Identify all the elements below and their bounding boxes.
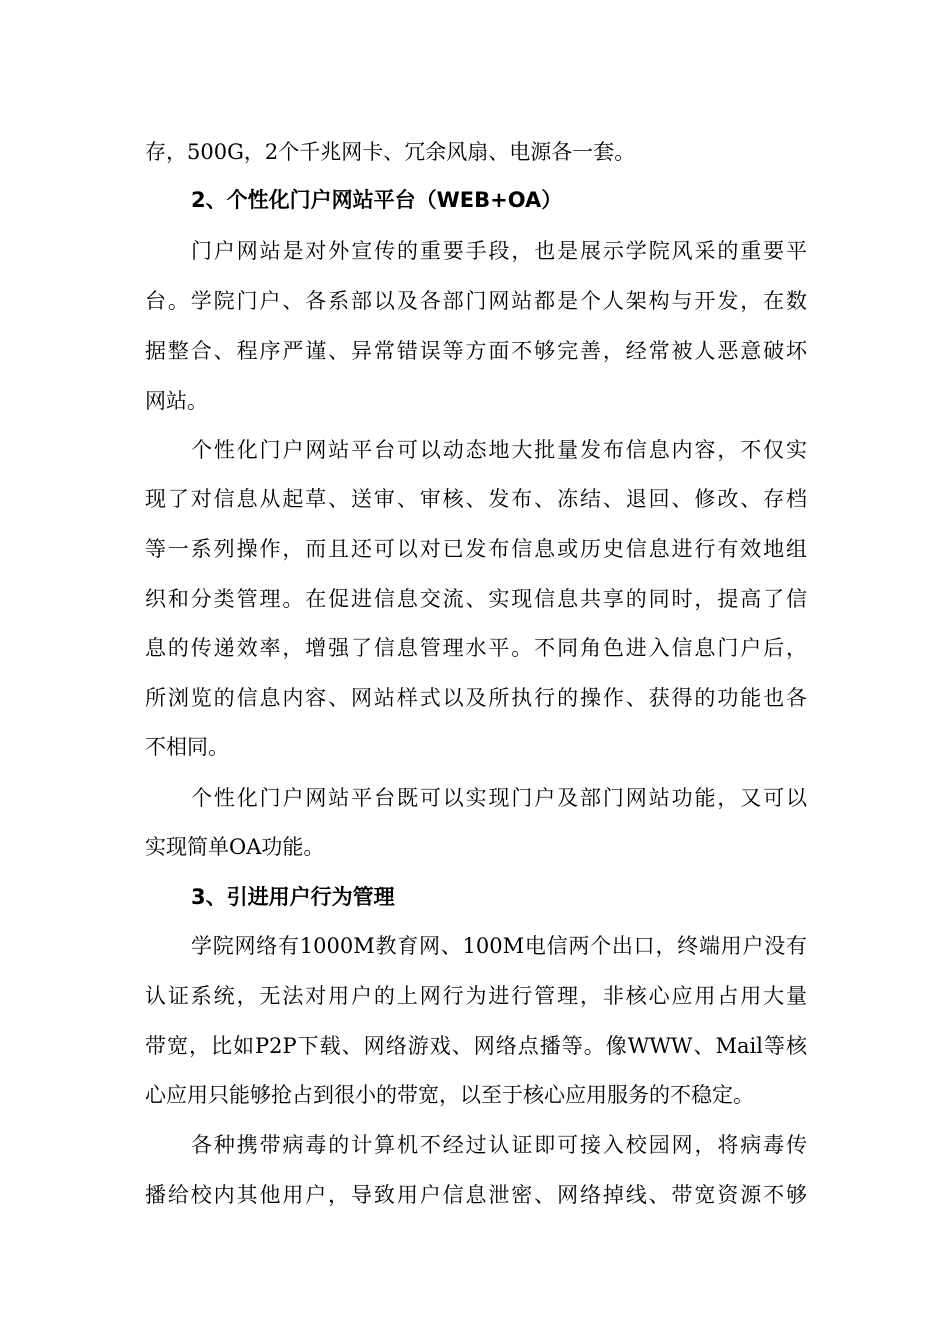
paragraph-line: 所浏览的信息内容、网站样式以及所执行的操作、获得的功能也各 [145, 686, 807, 710]
paragraph-line: 息的传递效率，增强了信息管理水平。不同角色进入信息门户后， [145, 636, 807, 660]
paragraph-line: 认证系统，无法对用户的上网行为进行管理，非核心应用占用大量 [145, 984, 807, 1008]
paragraph-line: 播给校内其他用户，导致用户信息泄密、网络掉线、带宽资源不够 [145, 1183, 807, 1207]
paragraph-line: 实现简单OA功能。 [145, 835, 325, 859]
paragraph-line: 个性化门户网站平台可以动态地大批量发布信息内容，不仅实 [191, 438, 807, 462]
paragraph-line: 心应用只能够抢占到很小的带宽，以至于核心应用服务的不稳定。 [145, 1083, 754, 1107]
paragraph-line: 带宽，比如P2P下载、网络游戏、网络点播等。像WWW、Mail等核 [145, 1034, 807, 1058]
paragraph-line: 台。学院门户、各系部以及各部门网站都是个人架构与开发，在数 [145, 289, 807, 313]
paragraph-line: 织和分类管理。在促进信息交流、实现信息共享的同时，提高了信 [145, 587, 807, 611]
section-heading-3: 3、引进用户行为管理 [191, 885, 395, 909]
paragraph-line: 网站。 [145, 389, 208, 413]
paragraph-line: 不相同。 [145, 735, 229, 759]
paragraph-line: 学院网络有1000M教育网、100M电信两个出口，终端用户没有 [191, 934, 807, 958]
paragraph-line: 据整合、程序严谨、异常错误等方面不够完善，经常被人恶意破坏 [145, 339, 807, 363]
paragraph-line: 现了对信息从起草、送审、审核、发布、冻结、退回、修改、存档 [145, 487, 807, 511]
section-heading-2: 2、个性化门户网站平台（WEB+OA） [191, 188, 563, 212]
paragraph-line: 门户网站是对外宣传的重要手段，也是展示学院风采的重要平 [191, 239, 807, 263]
paragraph-line: 存，500G，2个千兆网卡、冗余风扇、电源各一套。 [145, 140, 636, 164]
paragraph-line: 等一系列操作，而且还可以对已发布信息或历史信息进行有效地组 [145, 537, 807, 561]
paragraph-line: 个性化门户网站平台既可以实现门户及部门网站功能，又可以 [191, 786, 807, 810]
paragraph-line: 各种携带病毒的计算机不经过认证即可接入校园网，将病毒传 [191, 1133, 807, 1157]
